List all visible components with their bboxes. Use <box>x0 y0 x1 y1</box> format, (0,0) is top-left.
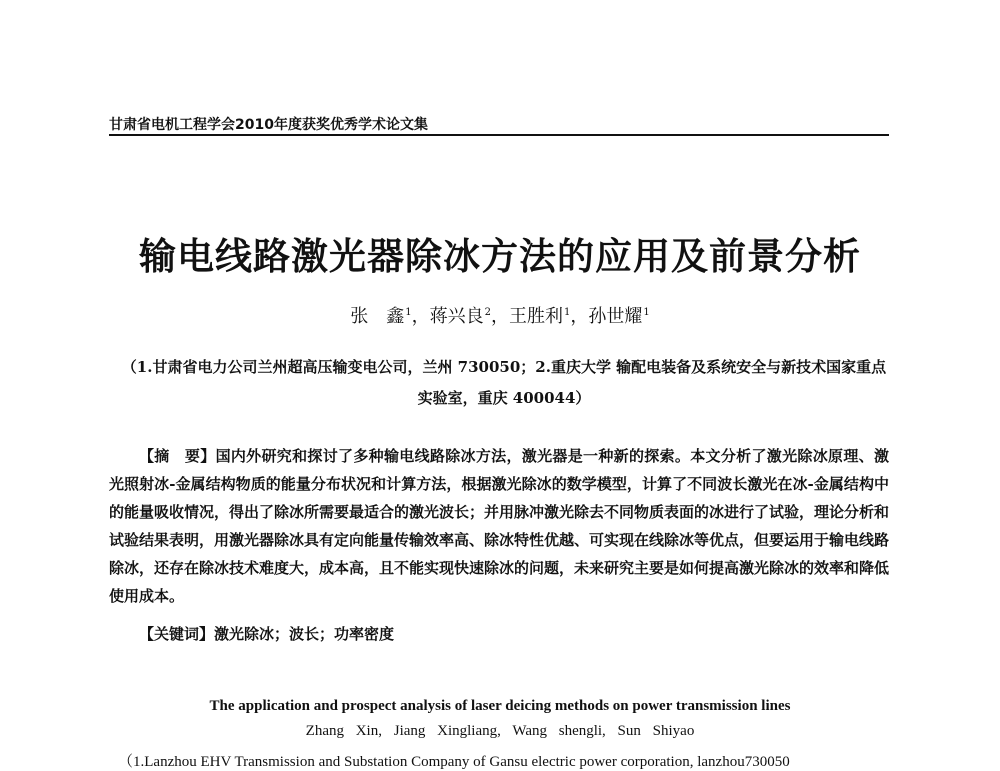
author-affil-mark: 1 <box>405 307 412 318</box>
author-affil-mark: 2 <box>484 307 491 318</box>
author-affil-mark: 1 <box>564 307 571 318</box>
author-name: 张 鑫 <box>350 306 405 327</box>
paper-title: 输电线路激光器除冰方法的应用及前景分析 <box>139 234 861 278</box>
author-separator: ， <box>411 306 430 327</box>
keywords <box>139 623 889 644</box>
affiliation: （1.甘肃省电力公司兰州超高压输变电公司，兰州 730050；2.重庆大学 输配电装备及系统安全与新技术国家重点实验室，重庆 400044） <box>121 358 887 407</box>
author-list <box>0 302 1000 328</box>
journal-header: 甘肃省电机工程学会2010年度获奖优秀学术论文集 <box>109 117 428 133</box>
english-title: The application and prospect analysis of laser deicing methods on power transmission lines <box>209 698 791 714</box>
keywords-label: 【关键词】 <box>139 625 215 643</box>
english-authors: Zhang Xin, Jiang Xingliang, Wang shengli, Sun Shiyao <box>305 723 695 739</box>
abstract-text: 国内外研究和探讨了多种输电线路除冰方法，激光器是一种新的探索。本文分析了激光除冰原理、激光照射冰-金属结构物质的能量分布状况和计算方法，根据激光除冰的数学模型，计算了不同波长激光在冰-金属结构中的能量吸收情况，得出了除冰所需要最适合的激光波长；并用脉冲激光除去不同物质表面的冰进行了试验，理论分析和试验结果表明，用激光器除冰具有定向能量传输效率高、除冰特性优越、可实现在线除冰等优点，但要运用于输电线路除冰，还存在除冰技术难度大，成本高，且不能实现快速除冰的问题，未来研究主要是如何提高激光除冰的效率和降低使用成本。 <box>109 447 890 605</box>
abstract <box>109 442 889 610</box>
author-name: 蒋兴良 <box>429 306 484 327</box>
author-name: 王胜利 <box>509 306 563 327</box>
header-rule <box>109 134 889 136</box>
author-affil-mark: 1 <box>643 307 650 318</box>
abstract-label: 【摘 要】 <box>139 447 216 465</box>
keywords-text: 激光除冰；波长；功率密度 <box>214 625 395 643</box>
author-name: 孙世耀 <box>588 306 643 327</box>
english-affiliation: （1.Lanzhou EHV Transmission and Substation Company of Gansu electric power corporation, lanzhou730050 <box>118 754 790 770</box>
author-separator: ， <box>491 306 509 327</box>
author-separator: ， <box>570 306 589 327</box>
